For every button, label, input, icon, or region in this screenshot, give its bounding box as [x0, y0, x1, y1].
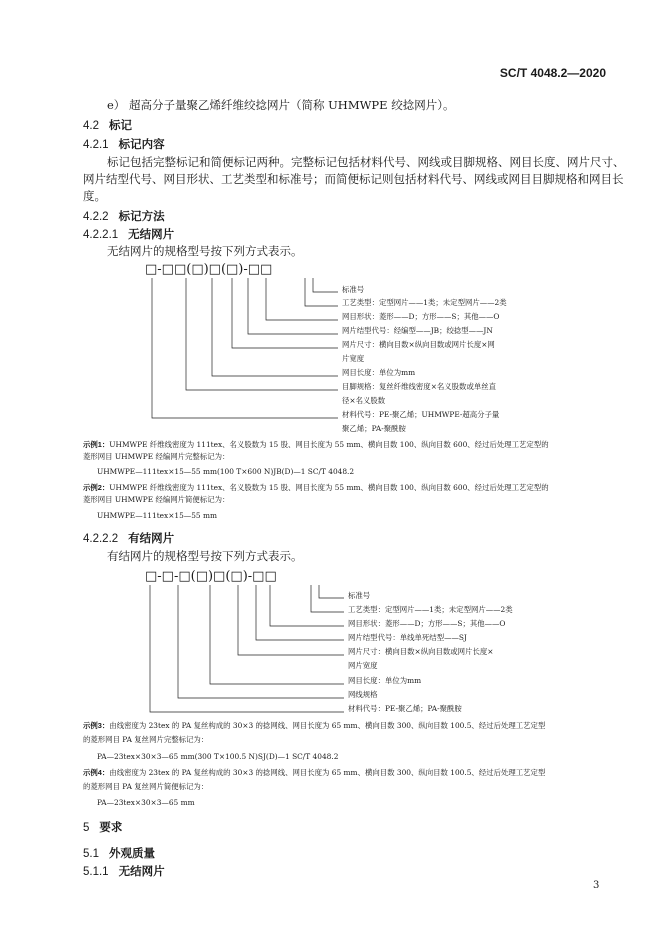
section-title: 无结网片: [118, 866, 165, 878]
label-material: 材料代号：PE-聚乙烯；UHMWPE-超高分子量: [342, 410, 500, 419]
knotless-leader-lines: [152, 278, 338, 418]
section-title: 标记内容: [118, 139, 165, 151]
section-number: 4.2.2.1: [83, 229, 119, 241]
label-material: 材料代号：PE-聚乙烯；PA-聚酰胺: [348, 704, 462, 713]
example-text: 由线密度为 23tex 的 PA 复丝构成的 30×3 的捻网线、网目长度为 65 mm、横向目数 300、纵向目数 100.5、经过后处理工艺定型: [109, 721, 546, 730]
label-foot-spec: 目脚规格：复丝纤维线密度×名义股数或单丝直: [342, 382, 497, 391]
example-3-cont: 的菱形网目 PA 复丝网片完整标记为：: [83, 735, 209, 744]
knotless-intro: 无结网片的规格型号按下列方式表示。: [107, 244, 303, 258]
paragraph-line: 标记包括完整标记和简便标记两种。完整标记包括材料代号、网线或目脚规格、网目长度、网片尺寸、: [107, 155, 625, 169]
label-foot-spec-cont: 径×名义股数: [342, 396, 386, 405]
section-number: 5.1.1: [83, 866, 109, 878]
label-mesh-length: 网目长度：单位为mm: [348, 676, 422, 685]
knotted-leader-lines: [150, 585, 344, 712]
section-number: 5.1: [83, 848, 99, 860]
section-title: 外观质量: [109, 848, 155, 860]
label-net-size-cont: 片宽度: [342, 354, 365, 363]
section-number: 4.2.1: [83, 139, 109, 151]
page-number: 3: [593, 880, 600, 891]
example-2-cont: 菱形网目 UHMWPE 经编网片简便标记为：: [83, 495, 230, 504]
example-3-code: PA—23tex×30×3—65 mm(300 T×100.5 N)SJ(D)—1 SC/T 4048.2: [97, 752, 339, 761]
label-mesh-shape: 网目形状：菱形——D；方形——S；其他——O: [348, 619, 506, 628]
label-net-size: 网片尺寸：横向目数×纵向目数或网片长度×网: [342, 340, 495, 349]
section-number: 4.2: [83, 120, 99, 132]
example-2-code: UHMWPE—111tex×15—55 mm: [97, 511, 217, 520]
label-standard: 标准号: [348, 591, 371, 600]
section-title: 有结网片: [128, 533, 175, 545]
knotted-intro: 有结网片的规格型号按下列方式表示。: [107, 549, 303, 563]
example-text: 由线密度为 23tex 的 PA 复丝构成的 30×3 的捻网线、网目长度为 65 mm、横向目数 300、纵向目数 100.5、经过后处理工艺定型: [109, 768, 546, 777]
paragraph-line: 度。: [83, 189, 106, 203]
section-title: 标记: [109, 120, 132, 132]
standard-number: SC/T 4048.2—2020: [499, 66, 606, 80]
example-4-code: PA—23tex×30×3—65 mm: [97, 798, 195, 807]
list-item-e: e） 超高分子量聚乙烯纤维绞捻网片（简称 UHMWPE 绞捻网片）。: [107, 98, 455, 112]
label-knot-code: 网片结型代号：单线单死结型——SJ: [348, 633, 467, 642]
example-text: UHMWPE 纤维线密度为 111tex、名义股数为 15 股、网目长度为 55 mm、横向目数 100、纵向目数 600、经过后处理工艺定型的: [109, 440, 549, 449]
example-text: UHMWPE 纤维线密度为 111tex、名义股数为 15 股、网目长度为 55 mm、横向目数 100、纵向目数 600、经过后处理工艺定型的: [109, 483, 549, 492]
label-knot-code: 网片结型代号：经编型——JB；绞捻型——JN: [342, 326, 493, 335]
label-net-size: 网片尺寸：横向目数×纵向目数或网片长度×: [348, 647, 494, 656]
example-1-code: UHMWPE—111tex×15—55 mm(100 T×600 N)JB(D)—1 SC/T 4048.2: [97, 467, 355, 476]
knotless-template: □-□□(□)□(□)-□□: [145, 262, 273, 277]
example-label: 示例2：: [83, 483, 110, 492]
label-craft-type: 工艺类型：定型网片——1类；未定型网片——2类: [348, 605, 513, 614]
section-number: 4.2.2.2: [83, 533, 119, 545]
knotted-template: □-□-□(□)□(□)-□□: [145, 569, 277, 584]
label-craft-type: 工艺类型：定型网片——1类；未定型网片——2类: [342, 298, 507, 307]
section-number: 4.2.2: [83, 211, 109, 223]
label-mesh-shape: 网目形状：菱形——D；方形——S；其他——O: [342, 312, 500, 321]
label-mesh-length: 网目长度：单位为mm: [342, 368, 416, 377]
section-title: 要求: [99, 822, 123, 834]
paragraph-line: 网片结型代号、网目形状、工艺类型和标准号；而简便标记则包括材料代号、网线或网目目脚规格和网目长: [83, 172, 624, 186]
label-twine-spec: 网线规格: [348, 690, 378, 699]
example-1-cont: 菱形网目 UHMWPE 经编网片完整标记为：: [83, 452, 230, 461]
section-number: 5: [83, 822, 90, 834]
section-title: 无结网片: [128, 229, 175, 241]
section-title: 标记方法: [118, 211, 165, 223]
example-label: 示例3：: [83, 721, 110, 730]
label-net-size-cont: 网片宽度: [348, 661, 378, 670]
example-4-cont: 的菱形网目 PA 复丝网片简便标记为：: [83, 782, 209, 791]
example-label: 示例4：: [83, 768, 110, 777]
label-standard: 标准号: [342, 285, 365, 294]
example-label: 示例1：: [83, 440, 110, 449]
label-material-cont: 聚乙烯；PA-聚酰胺: [342, 424, 406, 433]
